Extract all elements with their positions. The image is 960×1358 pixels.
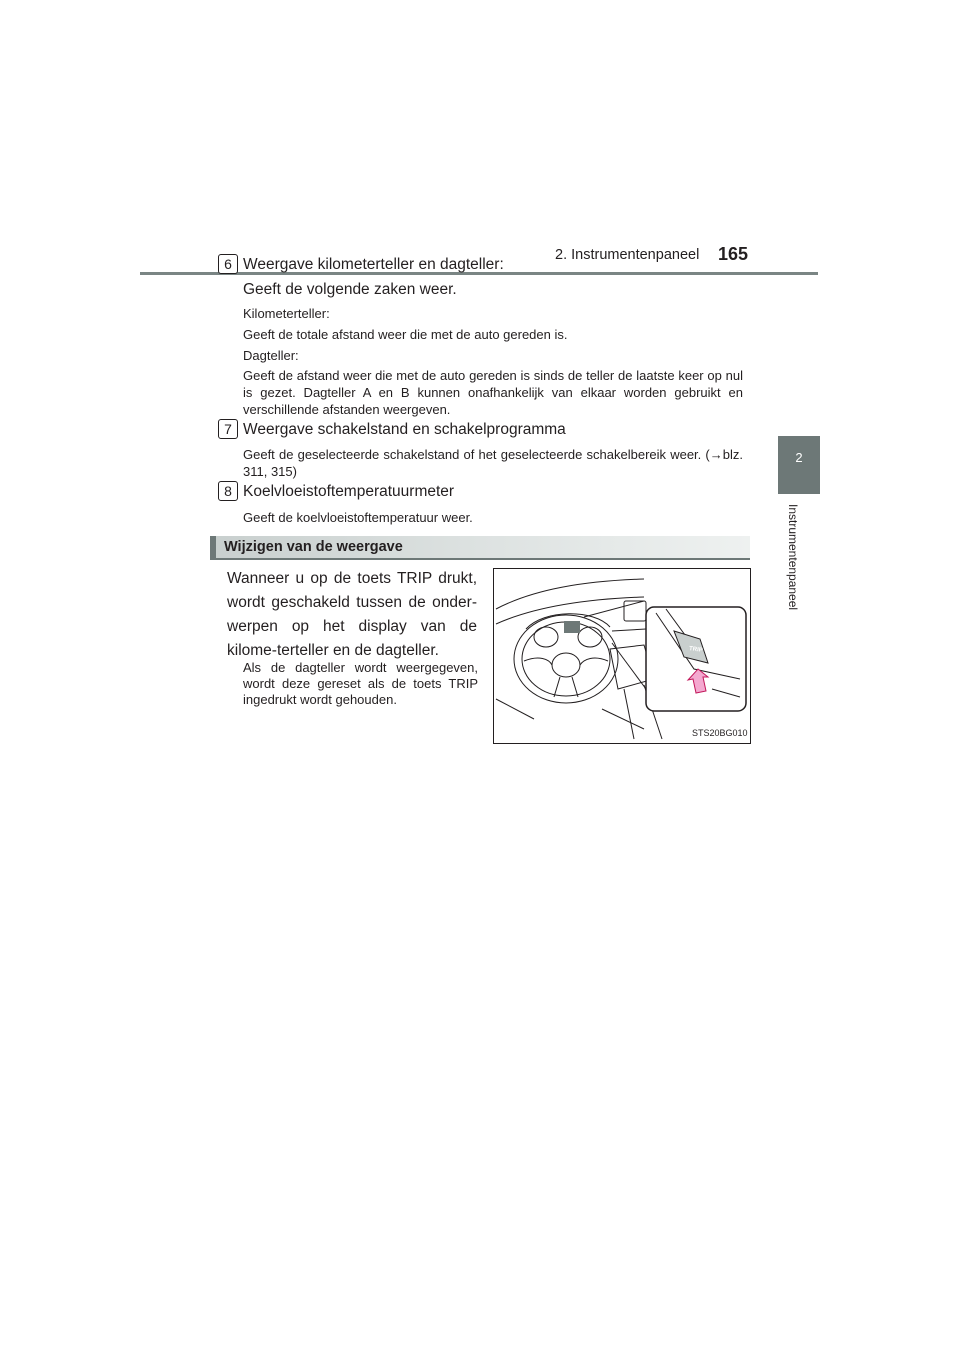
section-body: Wanneer u op de toets TRIP drukt, wordt geschakeld tussen de onder-werpen op het display van de kilome-terteller en de dagteller. <box>227 570 477 659</box>
section-heading-accent <box>210 536 216 560</box>
item-title: Weergave kilometerteller en dagteller: <box>243 256 504 273</box>
chapter-tab <box>778 436 820 494</box>
running-header-section: 2. Instrumentenpaneel <box>555 247 700 263</box>
item-badge-7: 7 <box>218 419 238 439</box>
item-paragraph: Kilometerteller: <box>243 306 330 321</box>
chapter-tab-number: 2 <box>795 450 803 465</box>
item-paragraph: Geeft de totale afstand weer die met de auto gereden is. <box>243 327 568 342</box>
chapter-side-label <box>786 504 806 624</box>
item-paragraph: Geeft de afstand weer die met de auto gereden is sinds de teller de laatste keer op nul is gezet. Dagteller A en B kunnen onafhankelijk van elkaar worden gebruikt en verschillende afstanden weergeven. <box>243 368 743 417</box>
section-heading: Wijzigen van de weergave <box>224 539 403 555</box>
item-title: Koelvloeistoftemperatuurmeter <box>243 483 455 500</box>
item-paragraph: Geeft de geselecteerde schakelstand of het geselecteerde schakelbereik weer. (→blz. 311, 315) <box>243 447 743 479</box>
trip-button-label: TRIP <box>688 646 704 654</box>
section-note: Als de dagteller wordt weergegeven, wordt deze gereset als de toets TRIP ingedrukt wordt gehouden. <box>243 660 478 707</box>
item-paragraph: Dagteller: <box>243 348 299 363</box>
dashboard-illustration <box>493 568 751 744</box>
item-paragraph: Geeft de koelvloeistoftemperatuur weer. <box>243 510 473 525</box>
illustration-code: STS20BG010 <box>692 728 748 738</box>
chapter-side-label-text: Instrumentenpaneel <box>786 504 800 611</box>
item-badge-6: 6 <box>218 254 238 274</box>
item-badge-8: 8 <box>218 481 238 501</box>
item-title: Weergave schakelstand en schakelprogramma <box>243 421 566 438</box>
dashboard-drawing <box>494 569 750 743</box>
display-screen <box>564 621 580 633</box>
page-number: 165 <box>718 244 749 264</box>
item-lead: Geeft de volgende zaken weer. <box>243 281 457 298</box>
